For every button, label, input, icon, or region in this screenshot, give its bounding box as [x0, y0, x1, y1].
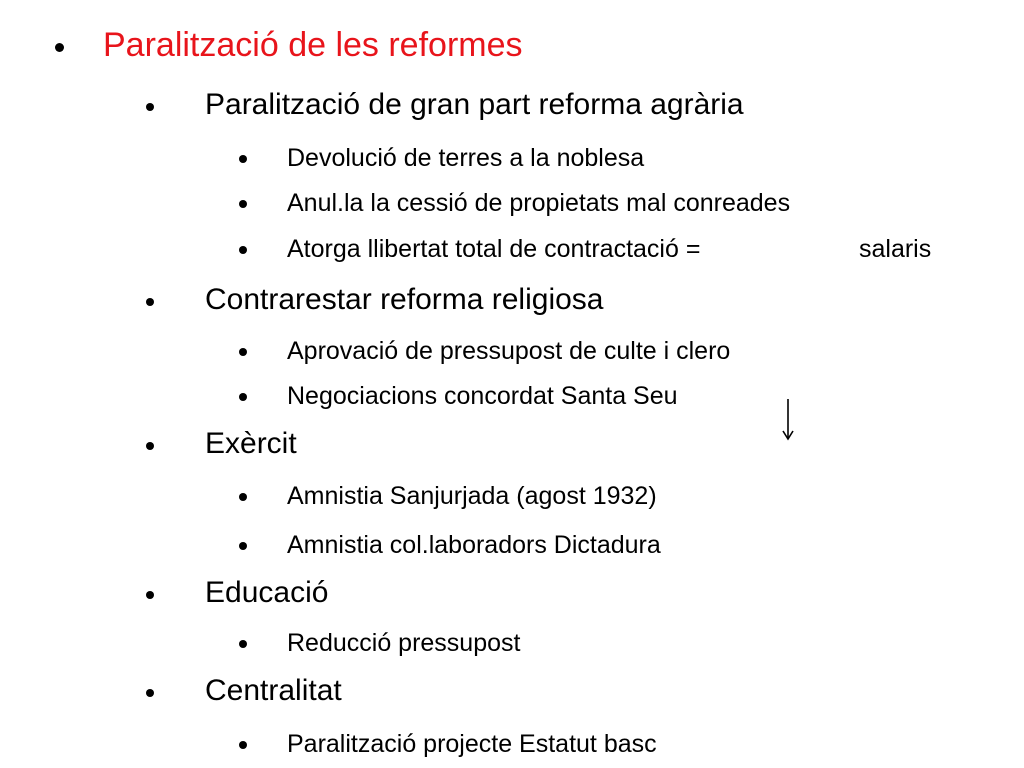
list-item-text: Devolució de terres a la noblesa: [287, 144, 645, 172]
section-bullet-icon: [146, 689, 154, 697]
item-bullet-icon: [239, 155, 247, 163]
down-arrow-icon: [780, 398, 796, 442]
section-bullet-icon: [146, 298, 154, 306]
item-bullet-icon: [239, 200, 247, 208]
section-bullet-icon: [146, 591, 154, 599]
section-title: Educació: [205, 576, 329, 609]
list-item-text: Anul.la la cessió de propietats mal conreades: [287, 189, 791, 217]
list-item-text: Aprovació de pressupost de culte i clero: [287, 337, 731, 365]
slide-heading: Paralització de les reformes: [103, 26, 523, 64]
heading-bullet-icon: [55, 43, 64, 52]
list-item-text: Paralització projecte Estatut basc: [287, 730, 657, 758]
item-bullet-icon: [239, 246, 247, 254]
section-title: Contrarestar reforma religiosa: [205, 283, 604, 316]
item-bullet-icon: [239, 348, 247, 356]
item-bullet-icon: [239, 542, 247, 550]
section-title: Paralització de gran part reforma agrària: [205, 88, 744, 121]
list-item-text: Atorga llibertat total de contractació =: [287, 235, 701, 263]
item-bullet-icon: [239, 393, 247, 401]
list-item-text: Reducció pressupost: [287, 629, 521, 657]
item-bullet-icon: [239, 493, 247, 501]
section-bullet-icon: [146, 442, 154, 450]
trailing-word: salaris: [859, 235, 932, 263]
section-title: Centralitat: [205, 674, 342, 707]
list-item-text: Negociacions concordat Santa Seu: [287, 382, 678, 410]
item-bullet-icon: [239, 640, 247, 648]
item-bullet-icon: [239, 741, 247, 749]
list-item-text: Amnistia col.laboradors Dictadura: [287, 531, 661, 559]
section-title: Exèrcit: [205, 427, 297, 460]
list-item-text: Amnistia Sanjurjada (agost 1932): [287, 482, 657, 510]
section-bullet-icon: [146, 103, 154, 111]
